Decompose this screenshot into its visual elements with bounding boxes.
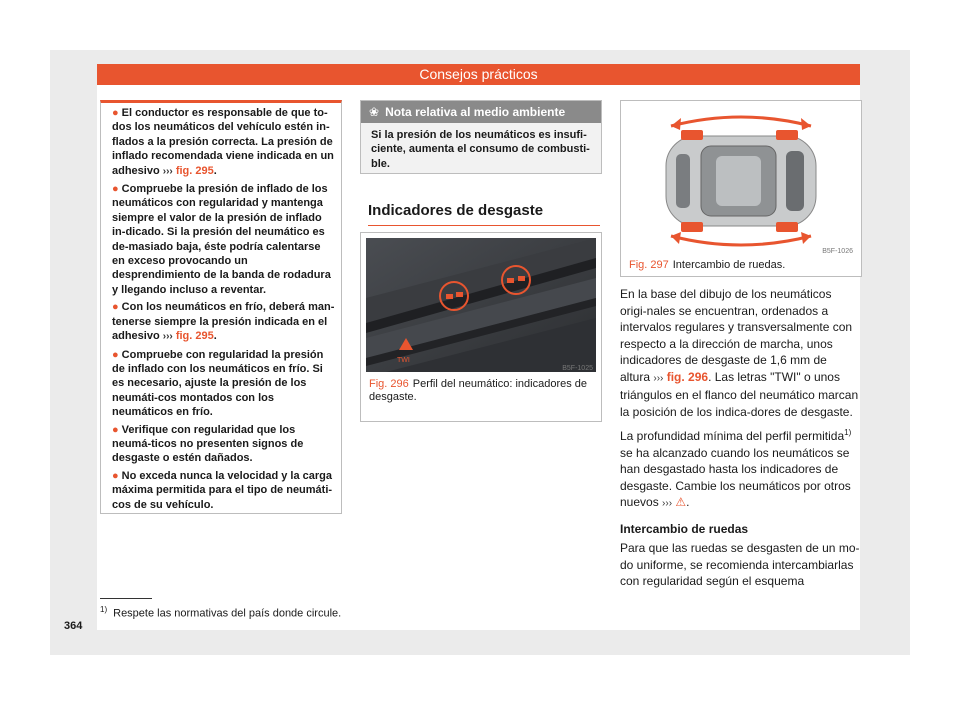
figure-caption: Fig. 297 Intercambio de ruedas. <box>629 259 786 271</box>
bullet-icon: ● <box>112 469 119 482</box>
page-number: 364 <box>64 620 83 632</box>
chevron-icon: ››› <box>162 331 173 343</box>
warning-item: ● Verifique con regularidad que los neumá-ticos no presenten signos de desgaste o estén dañados. <box>112 423 304 465</box>
section-title: Indicadores de desgaste <box>368 202 600 226</box>
figure-link[interactable]: fig. 295 <box>175 164 214 177</box>
environment-note-text: Si la presión de los neumáticos es insufi-ciente, aumenta el consumo de combusti-ble. <box>371 129 590 170</box>
environment-note-title: ❀ Nota relativa al medio ambiente <box>361 101 601 123</box>
twi-label: TWI <box>397 357 410 364</box>
bullet-icon: ● <box>112 301 119 314</box>
figure-caption: Fig. 296 Perfil del neumático: indicadores de desgaste. <box>369 378 588 403</box>
figure-code: B5F-1026 <box>822 248 853 255</box>
figure-link[interactable]: fig. 296 <box>666 369 709 384</box>
warning-triangle-icon[interactable]: ⚠ <box>675 495 687 509</box>
page-header: Consejos prácticos <box>97 64 860 85</box>
warning-list <box>101 103 341 512</box>
paragraph: La profundidad mínima del perfil permitida$^{1)}$ se ha alcanzado cuando los neumáticos se han desgastado hasta los indicadores de desgaste. Cambie los neumáticos por otros nuevos ››› ⚠. <box>620 428 852 509</box>
warning-item: ● Compruebe la presión de inflado de los neumáticos con regularidad y mantenga siempre el valor de la presión de inflado in-dicado. Si la presión del neumático es de-masiado baja, éste podría calentarse en exceso provocando un desprendimiento de la banda de rodadura y llegando incluso a reventar. <box>112 183 331 296</box>
footnote-ref[interactable]: 1) <box>844 428 852 437</box>
bullet-icon: ● <box>112 107 119 119</box>
warning-item: ● El conductor es responsable de que to-dos los neumáticos del vehículo estén in-flados a la presión correcta. La presión de inflado recomendada viene indicada en un adhesivo ››› fig. 295. <box>112 107 334 177</box>
footnote-divider <box>100 598 152 599</box>
body-text <box>620 286 860 595</box>
paragraph: Para que las ruedas se desgasten de un mo-do uniforme, se recomienda intercambiarlas con regularidad según el esquema <box>620 541 860 588</box>
environment-note <box>360 100 602 174</box>
leaf-icon: ❀ <box>369 105 380 119</box>
figure-code: B5F-1025 <box>562 365 593 372</box>
figure-297 <box>620 100 862 277</box>
bullet-icon: ● <box>112 183 119 196</box>
chevron-icon: ››› <box>653 372 664 384</box>
paragraph: En la base del dibujo de los neumáticos origi-nales se encuentran, ordenados a intervalos regulares y transversalmente con respecto a la dirección de marcha, unos indicadores de desgaste de 1,6 mm de altura ››› fig. 296. Las letras "TWI" o unos triángulos en el flanco del neumático marcan la posición de los indica-dores de desgaste. <box>620 287 859 419</box>
bullet-icon: ● <box>112 348 119 361</box>
warning-box <box>100 100 342 514</box>
chevron-icon: ››› <box>162 165 173 177</box>
tire-tread-image <box>366 238 596 372</box>
warning-item: ● No exceda nunca la velocidad y la carga máxima permitida para el tipo de neumáti-cos de su vehículo. <box>112 469 333 511</box>
warning-item: ● Compruebe con regularidad la presión de inflado con los neumáticos en frío. Si es necesario, ajuste la presión de los neumáti-cos montados con los neumáticos en frío. <box>112 348 324 419</box>
figure-296 <box>360 232 602 422</box>
bullet-icon: ● <box>112 423 119 436</box>
chevron-icon: ››› <box>662 498 673 509</box>
subheading: Intercambio de ruedas <box>620 521 749 536</box>
wheel-rotation-diagram <box>626 106 856 256</box>
figure-link[interactable]: fig. 295 <box>175 330 214 343</box>
warning-item: ● Con los neumáticos en frío, deberá man-tenerse siempre la presión indicada en el adhesivo ››› fig. 295. <box>112 301 335 343</box>
footnote: $^{1)}$ Respete las normativas del país donde circule. <box>100 605 342 620</box>
